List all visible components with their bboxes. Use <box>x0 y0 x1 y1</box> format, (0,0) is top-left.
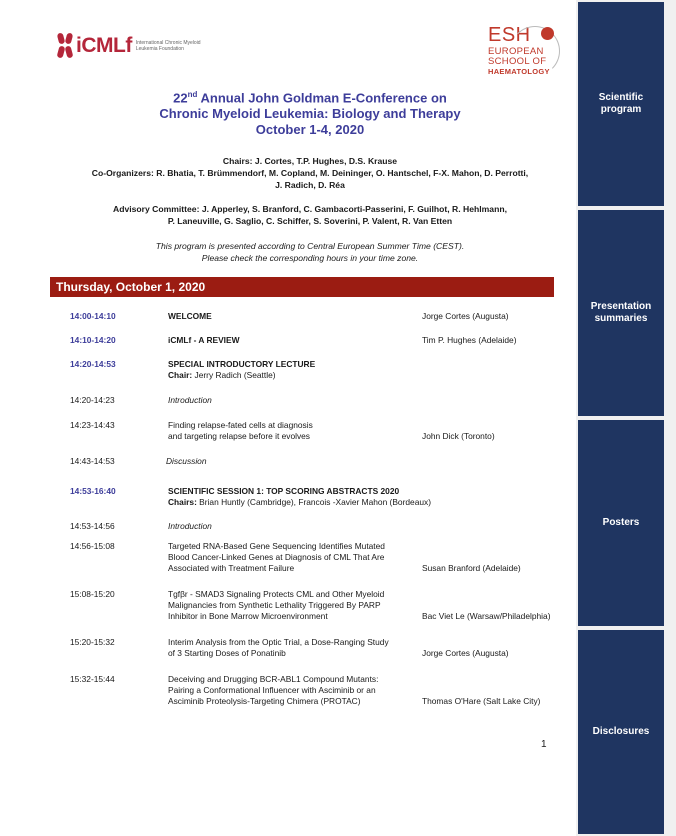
icmlf-logo-name: iCMLf <box>76 34 132 57</box>
coorganizers-line-1: Co-Organizers: R. Bhatia, T. Brümmendorf, M. Copland, M. Deininger, O. Hantschel, F-X. Mahon, D. Perrotti, <box>91 168 529 178</box>
esh-logo-line2: SCHOOL OF <box>488 56 547 67</box>
coorganizers-line-2: J. Radich, D. Réa <box>275 180 345 190</box>
timezone-note-2: Please check the corresponding hours in your time zone. <box>201 253 419 263</box>
advisory-line-1: Advisory Committee: J. Apperley, S. Branford, C. Gambacorti-Passerini, F. Guilhot, R. Hehlmann, <box>113 204 507 214</box>
esh-logo-line3: HAEMATOLOGY <box>488 67 550 76</box>
esh-logo-line1: EUROPEAN <box>488 46 544 57</box>
esh-logo-name: ESH <box>488 24 531 46</box>
program-page: iCMLf International Chronic Myeloid Leukemia Foundation ESH EUROPEAN SCHOOL OF HAEMATOLOGY 22nd Annual John Goldman E-Conference on Chronic Myeloid Leukemia: Biology and Therapy October 1-4, 2020 Chairs: J. Cortes, T.P. Hughes, D.S. Krause Co-Organizers: R. Bhatia, T. Brümmendorf, M. Copland, M. Deininger, O. Hantschel, F-X. Mahon, D. Perrotti, J. Radich, D. Réa Advisory Committee: J. Apperley, S. Branford, C. Gambacorti-Passerini, F. Guilhot, R. Hehlmann, P. Laneuville, G. Saglio, C. Schiffer, S. Soverini, P. Valent, R. Van Etten This program is presented according to Central European Summer Time (CEST). Please check the corresponding hours in your time zone. Thursday, October 1, 2020 14:00-14:10 WELCOME Jorge Cortes (Augusta) 14:10-14:20 iCMLf - A REVIEW Tim P. Hughes (Adelaide) 14:20-14:53 SPECIAL INTRODUCTORY LECTURE Chair: Jerry Radich (Seattle) 14:20-14:23 Introduction 14:23-14:43 Finding relapse-fated cells at diagnosis and targeting relapse before it evolves John Dick (Toronto) 14:43-14:53 Discussion 14:53-16:40 SCIENTIFIC SESSION 1: TOP SCORING ABSTRACTS 2020 Chairs: Brian Huntly (Cambridge), Francois -Xavier Mahon (Bordeaux) 14:53-14:56 Introduction 14:56-15:08 Targeted RNA-Based Gene Sequencing Identifies Mutated Blood Cancer-Linked Genes at Diagnosis of CML That Are Associated with Treatment Failure Susan Branford (Adelaide) 15:08-15:20 Tgfβr - SMAD3 Signaling Protects CML and Other Myeloid Malignancies from Synthetic Lethality Triggered By PARP Inhibitor in Bone Marrow Microenvironment Bac Viet Le (Warsaw/Philadelphia) 15:20-15:32 Interim Analysis from the Optic Trial, a Dose-Ranging Study of 3 Starting Doses of Ponatinib Jorge Cortes (Augusta) 15:32-15:44 Deceiving and Drugging BCR-ABL1 Compound Mutants: Pairing a Conformational Influencer with Asciminib or an Asciminib Proteolysis-Targeting Chimera (PROTAC) Thomas O'Hare (Salt Lake City) 1 <box>0 0 576 836</box>
conference-dates: October 1-4, 2020 <box>255 122 365 137</box>
advisory-line-2: P. Laneuville, G. Saglio, C. Schiffer, S. Soverini, P. Valent, R. Van Etten <box>167 216 453 226</box>
chairs-line: Chairs: J. Cortes, T.P. Hughes, D.S. Krause <box>222 156 398 166</box>
day-banner: Thursday, October 1, 2020 <box>50 277 554 297</box>
page-number: 1 <box>541 739 547 750</box>
timezone-note-1: This program is presented according to Central European Summer Time (CEST). <box>155 241 465 251</box>
esh-dot-icon <box>541 27 554 40</box>
icmlf-logo <box>57 33 206 59</box>
chromosome-icon <box>57 33 73 59</box>
conference-title: 22nd Annual John Goldman E-Conference on <box>173 90 447 106</box>
icmlf-logo-tagline: International Chronic Myeloid Leukemia Foundation <box>135 40 201 52</box>
posters-button[interactable]: Posters <box>578 420 664 626</box>
esh-logo <box>488 24 566 77</box>
conference-subtitle: Chronic Myeloid Leukemia: Biology and Therapy <box>159 106 461 121</box>
section-sidebar <box>576 0 676 836</box>
disclosures-button[interactable]: Disclosures <box>578 630 664 834</box>
presentation-summaries-button[interactable]: Presentation summaries <box>578 210 664 416</box>
scientific-program-button[interactable]: Scientific program <box>578 2 664 206</box>
